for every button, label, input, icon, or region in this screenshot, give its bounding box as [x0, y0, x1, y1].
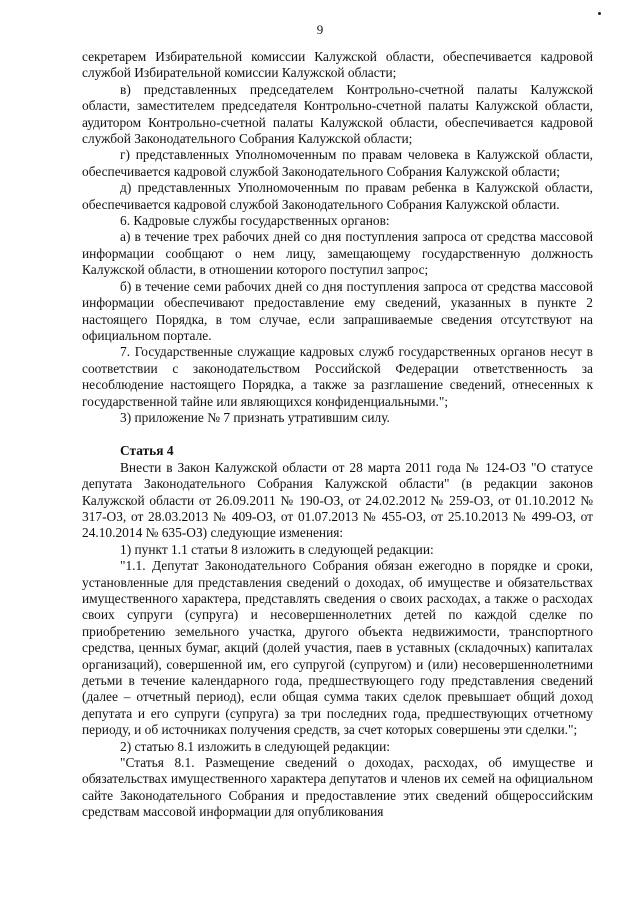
article-4-item-2: 2) статью 8.1 изложить в следующей редакции:: [120, 738, 390, 754]
article-4-quote-8-1: "Статья 8.1. Размещение сведений о доходах, расходах, об имуществе и обязательствах имущественного характера депутатов и членов их семей на официальном сайте Законодательного Собрания и предоставление этих сведений общероссийским средствам массовой информации для опубликования: [82, 755, 593, 820]
paragraph-item-a: а) в течение трех рабочих дней со дня поступления запроса от средства массовой информации сообщают о нем лицу, замещающему государственную должность Калужской области, в отношении которого поступил запрос;: [82, 229, 593, 278]
article-4-title: Статья 4: [120, 443, 174, 459]
paragraph-item-b: б) в течение семи рабочих дней со дня поступления запроса от средства массовой информации обеспечивают предоставление ему сведений, указанных в пункте 2 настоящего Порядка, в том случае, если запрашиваемые сведения отсутствуют на официальном портале.: [82, 278, 593, 343]
paragraph-point-6: 6. Кадровые службы государственных органов:: [120, 213, 390, 229]
scan-dot-mark: [598, 12, 601, 15]
article-4-intro: Внести в Закон Калужской области от 28 марта 2011 года № 124-ОЗ "О статусе депутата Законодательного Собрания Калужской области" (в редакции законов Калужской области от 26.09.2011 № 190-ОЗ, от 24.02.2012 № 259-ОЗ, от 01.10.2012 № 317-ОЗ, от 28.03.2013 № 409-ОЗ, от 01.07.2013 № 455-ОЗ, от 25.10.2013 № 499-ОЗ, от 24.10.2014 № 635-ОЗ) следующие изменения:: [82, 459, 593, 541]
paragraph-item-g: г) представленных Уполномоченным по правам человека в Калужской области, обеспечивается кадровой службой Законодательного Собрания Калужской области;: [82, 147, 593, 179]
article-4-quote-1-1: "1.1. Депутат Законодательного Собрания обязан ежегодно в порядке и сроки, установленные для представления сведений о доходах, об имуществе и обязательствах имущественного характера, представлять сведения о своих расходах, а также о расходах своих супруги (супруга) и несовершеннолетних детей по каждой сделке по приобретению земельного участка, другого объекта недвижимости, транспортного средства, ценных бумаг, акций (долей участия, паев в уставных (складочных) капиталах организаций), совершенной им, его супругой (супругом) и (или) несовершеннолетними детьми в течение календарного года, предшествующего году представления сведений (далее – отчетный период), если общая сумма таких сделок превышает общий доход депутата и его супруги (супруга) за три последних года, предшествующих отчетному периоду, и об источниках получения средств, за счет которых совершены эти сделки.";: [82, 558, 593, 738]
page-number: 9: [316, 22, 324, 37]
paragraph-item-v: в) представленных председателем Контрольно-счетной палаты Калужской области, заместителем председателя Контрольно-счетной палаты Калужской области, аудитором Контрольно-счетной палаты Калужской области, обеспечивается кадровой службой Законодательного Собрания Калужской области;: [82, 81, 593, 147]
paragraph-continuation: секретарем Избирательной комиссии Калужской области, обеспечивается кадровой службой Избирательной комиссии Калужской области;: [82, 49, 593, 81]
paragraph-point-7: 7. Государственные служащие кадровых служб государственных органов несут в соответствии с законодательством Российской Федерации ответственность за несоблюдение настоящего Порядка, а также за разглашение сведений, отнесенных к государственной тайне или являющихся конфиденциальными.";: [82, 344, 593, 409]
paragraph-item-3: 3) приложение № 7 признать утратившим силу.: [120, 409, 390, 425]
document-body: [82, 49, 593, 821]
paragraph-item-d: д) представленных Уполномоченным по правам ребенка в Калужской области, обеспечивается кадровой службой Законодательного Собрания Калужской области.: [82, 180, 593, 212]
article-4-item-1: 1) пункт 1.1 статьи 8 изложить в следующей редакции:: [120, 541, 434, 557]
